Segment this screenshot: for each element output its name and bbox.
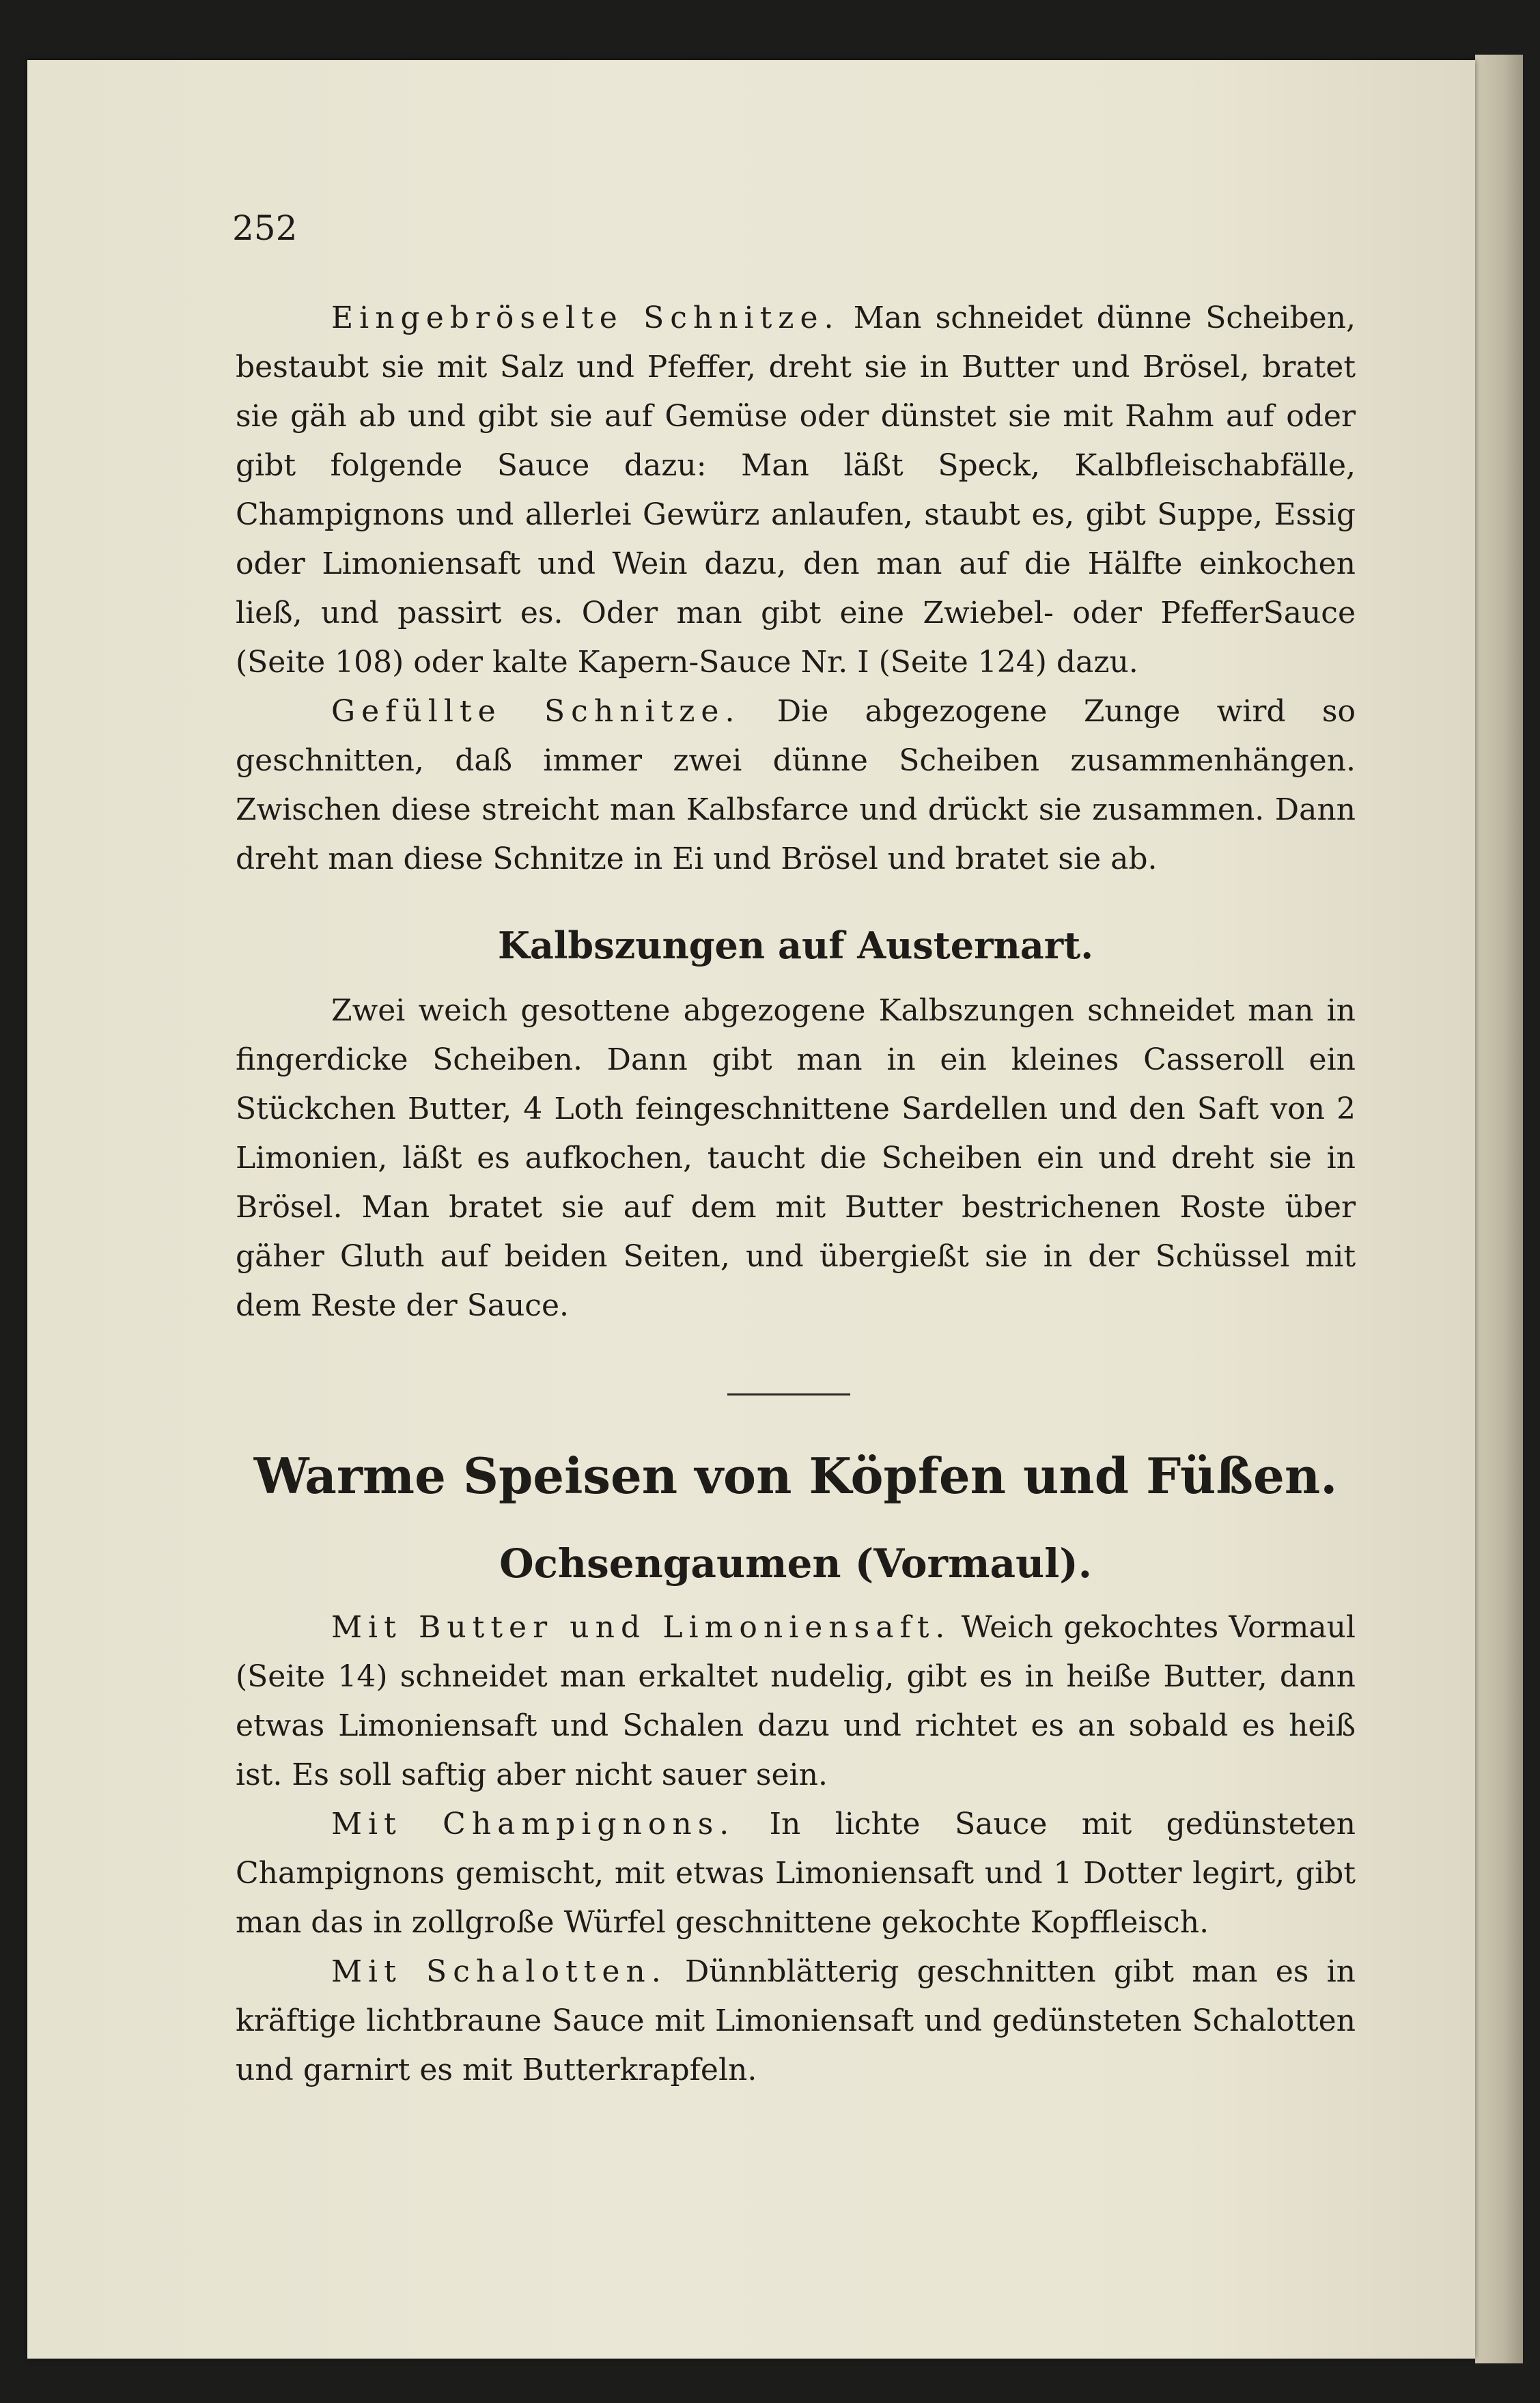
section-divider xyxy=(236,1331,1356,1447)
page-edge xyxy=(1475,55,1523,2363)
paragraph-text: Zwei weich gesottene abgezogene Kalbszungen schneidet man in fingerdicke Scheiben. Dann gibt man in ein kleines Casseroll ein Stückchen Butter, 4 Loth feingeschnittene Sardellen und den Saft von 2 Limonien, läßt es aufkochen, taucht die Scheiben ein und dreht sie in Brösel. Man bratet sie auf dem mit Butter bestrichenen Roste über gäher Gluth auf beiden Seiten, und übergießt sie in der Schüssel mit dem Reste der Sauce. xyxy=(236,993,1356,1323)
paragraph-gefuellte-schnitze xyxy=(236,687,1356,884)
paragraph-mit-champignons xyxy=(236,1800,1356,1947)
paragraph-kalbszungen xyxy=(236,986,1356,1331)
paragraph-lead: Mit Schalotten. xyxy=(331,1954,667,1989)
page-content xyxy=(236,294,1356,2095)
paragraph-lead: Eingebröselte Schnitze. xyxy=(331,301,840,335)
paragraph-mit-schalotten xyxy=(236,1947,1356,2095)
paragraph-text: Die abgezogene Zunge wird so geschnitten, daß immer zwei dünne Scheiben zusammenhängen. Zwischen diese streicht man Kalbsfarce und drückt sie zusammen. Dann dreht man diese Schnitze in Ei und Brösel und bratet sie ab. xyxy=(236,694,1356,876)
paragraph-mit-butter xyxy=(236,1603,1356,1800)
paragraph-text: Man schneidet dünne Scheiben, bestaubt sie mit Salz und Pfeffer, dreht sie in Butter und Brösel, bratet sie gäh ab und gibt sie auf Gemüse oder dünstet sie mit Rahm auf oder gibt folgende Sauce dazu: Man läßt Speck, Kalbfleischabfälle, Champignons und allerlei Gewürz anlaufen, staubt es, gibt Suppe, Essig oder Limoniensaft und Wein dazu, den man auf die Hälfte einkochen ließ, und passirt es. Oder man gibt eine Zwiebel- oder PfefferSauce (Seite 108) oder kalte Kapern-Sauce Nr. I (Seite 124) dazu. xyxy=(236,301,1356,680)
paragraph-lead: Mit Butter und Limoniensaft. xyxy=(331,1610,951,1645)
paragraph-text: In lichte Sauce mit gedünsteten Champignons gemischt, mit etwas Limoniensaft und 1 Dotter legirt, gibt man das in zollgroße Würfel geschnittene gekochte Kopffleisch. xyxy=(236,1807,1356,1940)
section-heading-kalbszungen: Kalbszungen auf Austernart. xyxy=(498,923,1093,967)
paragraph-text: Dünnblätterig geschnitten gibt man es in kräftige lichtbraune Sauce mit Limoniensaft und gedünsteten Schalotten und garnirt es mit Butterkrapfeln. xyxy=(236,1954,1356,2087)
section-heading-ochsengaumen: Ochsengaumen (Vormaul). xyxy=(499,1540,1092,1587)
paragraph-eingebroeselte-schnitze xyxy=(236,294,1356,687)
divider-line xyxy=(727,1393,850,1395)
paragraph-lead: Mit Champignons. xyxy=(331,1807,736,1842)
page-number: 252 xyxy=(232,208,298,248)
paragraph-lead: Gefüllte Schnitze. xyxy=(331,694,741,729)
paragraph-text: Weich gekochtes Vormaul (Seite 14) schneidet man erkaltet nudelig, gibt es in heiße Butter, dann etwas Limoniensaft und Schalen dazu und richtet es an sobald es heiß ist. Es soll saftig aber nicht sauer sein. xyxy=(236,1610,1356,1792)
chapter-heading-warme-speisen: Warme Speisen von Köpfen und Füßen. xyxy=(253,1447,1338,1505)
